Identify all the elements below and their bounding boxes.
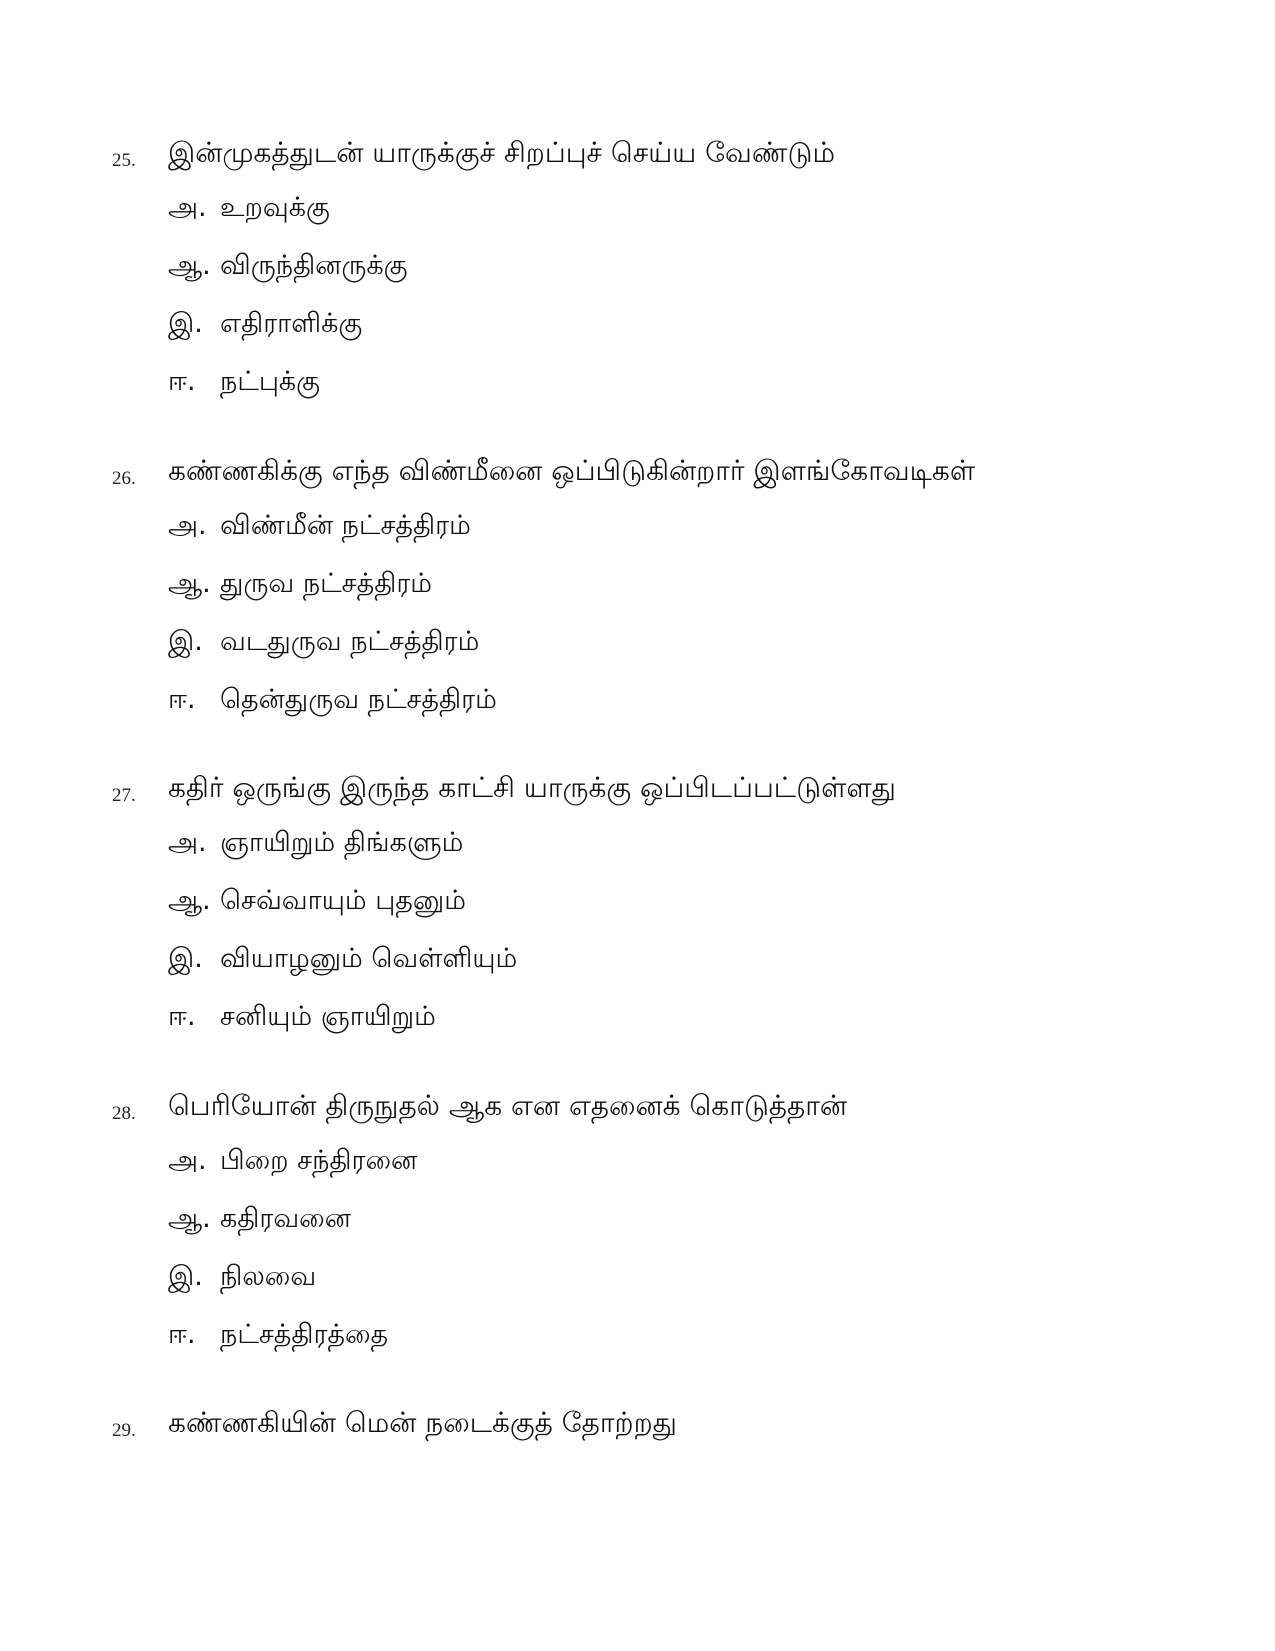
option-text: நட்சத்திரத்தை — [220, 1319, 389, 1350]
option-marker: இ. — [168, 1261, 203, 1292]
option-ii — [0, 1001, 1275, 1059]
option-ii — [0, 1319, 1275, 1377]
option-marker: ஈ. — [168, 366, 196, 397]
option-text: வடதுருவ நட்சத்திரம் — [220, 626, 480, 657]
option-text: துருவ நட்சத்திரம் — [220, 568, 433, 599]
question-29 — [0, 1402, 1275, 1462]
option-marker: அ. — [168, 1145, 207, 1176]
question-number: 25. — [112, 150, 136, 171]
option-text: உறவுக்கு — [220, 192, 330, 223]
option-a — [0, 1145, 1275, 1203]
option-marker: ஆ. — [168, 250, 211, 281]
question-text: இன்முகத்துடன் யாருக்குச் சிறப்புச் செய்ய வேண்டும் — [168, 136, 835, 169]
question-27 — [0, 767, 1275, 1059]
option-text: பிறை சந்திரனை — [220, 1145, 418, 1176]
option-text: ஞாயிறும் திங்களும் — [220, 827, 464, 858]
option-aa — [0, 1203, 1275, 1261]
option-aa — [0, 568, 1275, 626]
option-text: நிலவை — [220, 1261, 317, 1292]
question-text: கண்ணகியின் மென் நடைக்குத் தோற்றது — [168, 1406, 677, 1439]
question-text: கதிர் ஒருங்கு இருந்த காட்சி யாருக்கு ஒப்பிடப்பட்டுள்ளது — [168, 771, 896, 804]
question-26 — [0, 450, 1275, 742]
option-text: எதிராளிக்கு — [220, 308, 363, 339]
question-number: 26. — [112, 468, 136, 489]
question-number: 27. — [112, 785, 136, 806]
option-marker: அ. — [168, 510, 207, 541]
option-aa — [0, 885, 1275, 943]
option-text: விண்மீன் நட்சத்திரம் — [220, 510, 471, 541]
option-text: நட்புக்கு — [220, 366, 321, 397]
option-text: விருந்தினருக்கு — [220, 250, 408, 281]
option-i — [0, 626, 1275, 684]
option-marker: ஆ. — [168, 885, 211, 916]
question-28 — [0, 1085, 1275, 1377]
option-marker: இ. — [168, 626, 203, 657]
option-a — [0, 510, 1275, 568]
option-a — [0, 827, 1275, 885]
question-number: 28. — [112, 1103, 136, 1124]
option-a — [0, 192, 1275, 250]
option-text: தென்துருவ நட்சத்திரம் — [220, 684, 497, 715]
option-i — [0, 1261, 1275, 1319]
option-marker: இ. — [168, 308, 203, 339]
option-ii — [0, 684, 1275, 742]
option-text: சனியும் ஞாயிறும் — [220, 1001, 436, 1032]
option-marker: அ. — [168, 827, 207, 858]
question-text: பெரியோன் திருநுதல் ஆக என எதனைக் கொடுத்தான் — [168, 1089, 848, 1122]
option-aa — [0, 250, 1275, 308]
option-marker: ஈ. — [168, 1001, 196, 1032]
option-i — [0, 308, 1275, 366]
option-marker: ஆ. — [168, 568, 211, 599]
option-marker: அ. — [168, 192, 207, 223]
option-marker: ஈ. — [168, 684, 196, 715]
option-text: செவ்வாயும் புதனும் — [220, 885, 466, 916]
option-i — [0, 943, 1275, 1001]
question-text: கண்ணகிக்கு எந்த விண்மீனை ஒப்பிடுகின்றார் இளங்கோவடிகள் — [168, 454, 976, 487]
option-marker: ஆ. — [168, 1203, 211, 1234]
option-ii — [0, 366, 1275, 424]
option-marker: இ. — [168, 943, 203, 974]
question-number: 29. — [112, 1420, 136, 1441]
question-25 — [0, 132, 1275, 424]
option-text: வியாழனும் வெள்ளியும் — [220, 943, 518, 974]
option-marker: ஈ. — [168, 1319, 196, 1350]
option-text: கதிரவனை — [220, 1203, 351, 1234]
